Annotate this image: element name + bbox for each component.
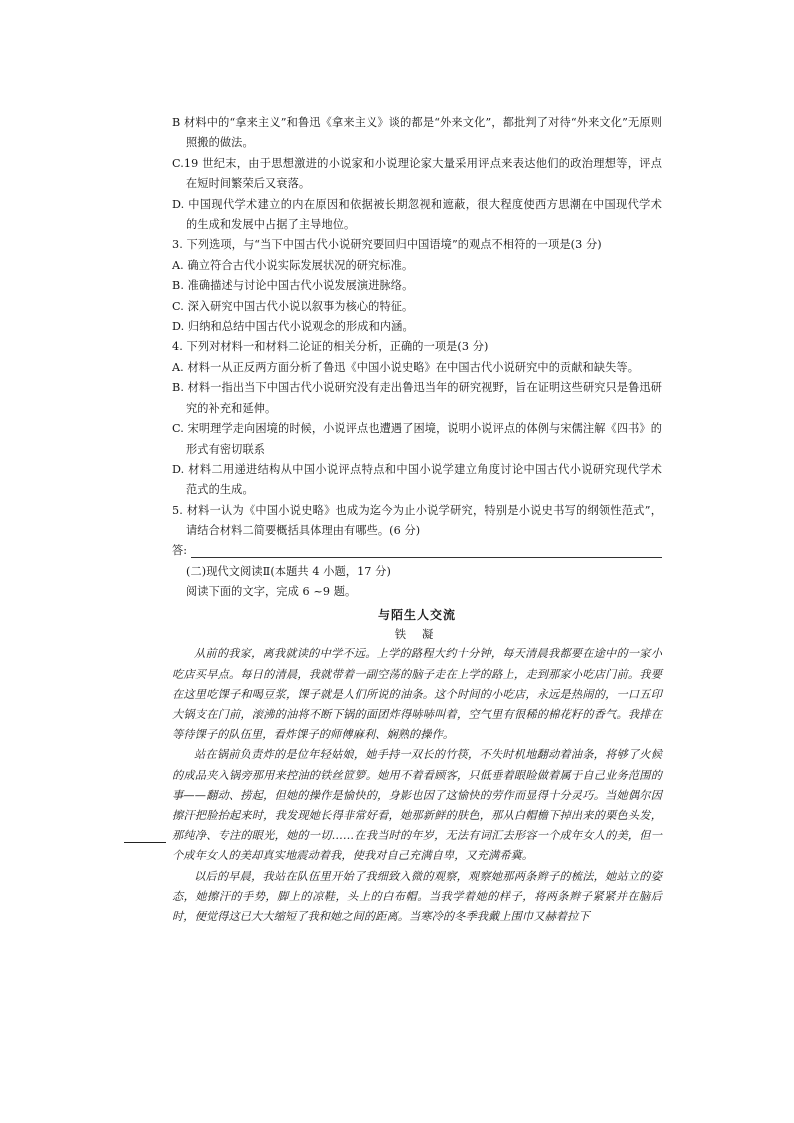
essay-paragraph: 站在锅前负责炸的是位年轻姑娘，她手持一双长的竹筷，不失时机地翻动着油条，将够了火候的成品夹入锅旁那用来控油的铁丝笸箩。她用不着看顾客，只低垂着眼睑做着属于自己业务范围的事——翻动、捞起，但她的操作是愉快的，身影也因了这愉快的劳作而显得十分灵巧。当她偶尔因擦汗把脸抬起来时，我发现她长得非常好看，她那新鲜的肤色，那从白帽檐下掉出来的栗色头发，那纯净、专注的眼光，她的一切……在我当时的年岁，无法有词汇去形容一个成年女人的美，但一个成年女人的美却真实地震动着我，使我对自己充满自卑，又充满希冀。 — [172, 748, 662, 863]
essay-author: 铁 凝 — [394, 627, 440, 642]
page-content — [172, 113, 662, 927]
q4-option-c: C. 宋明理学走向困境的时候，小说评点也遭遇了困境，说明小说评点的体例与宋儒注解《四书》的形式有密切联系 — [172, 422, 662, 456]
answer-rule — [191, 557, 662, 558]
q3-option-a: A. 确立符合古代小说实际发展状况的研究标准。 — [172, 258, 414, 272]
essay-paragraph: 从前的我家，离我就读的中学不远。上学的路程大约十分钟，每天清晨我都要在途中的一家小吃店买早点。每日的清晨，我就带着一副空荡的脑子走在上学的路上，走到那家小吃店门前。我要在这里吃馃子和喝豆浆，馃子就是人们所说的油条。这个时间的小吃店，永远是热闹的，一口五印大锅支在门前，滚沸的油将不断下锅的面团炸得哧哧叫着，空气里有很稀的棉花籽的香气。我排在等待馃子的队伍里，看炸馃子的师傅麻利、娴熟的操作。 — [172, 647, 662, 742]
q3-option-c: C. 深入研究中国古代小说以叙事为核心的特征。 — [172, 299, 414, 313]
q2-option-b: B 材料中的“拿来主义”和鲁迅《拿来主义》谈的都是“外来文化”，都批判了对待“外来文化”无原则照搬的做法。 — [172, 116, 662, 150]
essay-paragraph: 以后的早晨，我站在队伍里开始了我细致入微的观察，观察她那两条辫子的梳法，她站立的姿态，她擦汗的手势，脚上的凉鞋，头上的白布帽。当我学着她的样子，将两条辫子紧紧并在脑后时，便觉得这已大大缩短了我和她之间的距离。当寒冷的冬季我戴上围巾又赫着拉下 — [172, 869, 662, 923]
question-4-stem: 4. 下列对材料一和材料二论证的相关分析，正确的一项是(3 分) — [172, 340, 489, 354]
q3-option-b: B. 准确描述与讨论中国古代小说发展演进脉络。 — [172, 279, 414, 293]
question-5-stem: 5. 材料一认为《中国小说史略》也成为迄今为止小说学研究，特别是小说史书写的纲领性范式”，请结合材料二简要概括具体理由有哪些。(6 分) — [172, 503, 662, 538]
q4-option-d: D. 材料二用递进结构从中国小说评点特点和中国小说学建立角度讨论中国古代小说研究现代学术范式的生成。 — [172, 462, 662, 497]
section-instruction: 阅读下面的文字，完成 6 ~9 题。 — [186, 584, 357, 598]
section-heading: (二)现代文阅读Ⅱ(本题共 4 小题，17 分) — [186, 564, 391, 578]
essay-title: 与陌生人交流 — [377, 608, 456, 623]
q2-option-d: D. 中国现代学术建立的内在原因和依据被长期忽视和遮蔽，很大程度使西方思潮在中国现代学术的生成和发展中占据了主导地位。 — [172, 197, 662, 232]
footnote-rule — [124, 842, 166, 843]
q3-option-d: D. 归纳和总结中国古代小说观念的形成和内涵。 — [172, 320, 414, 334]
q4-option-b: B. 材料一指出当下中国古代小说研究没有走出鲁迅当年的研究视野，旨在证明这些研究只是鲁迅研究的补充和延伸。 — [172, 381, 662, 415]
q2-option-c: C.19 世纪末，由于思想激进的小说家和小说理论家大量采用评点来表达他们的政治理想等，评点在短时间繁荣后又衰落。 — [172, 156, 662, 191]
answer-line[interactable] — [172, 542, 662, 562]
q4-option-a: A. 材料一从正反两方面分析了鲁迅《中国小说史略》在中国古代小说研究中的贡献和缺失等。 — [172, 360, 639, 374]
answer-label: 答: — [172, 544, 188, 558]
question-3-stem: 3. 下列选项，与“当下中国古代小说研究要回归中国语境”的观点不相符的一项是(3 分) — [172, 238, 602, 252]
